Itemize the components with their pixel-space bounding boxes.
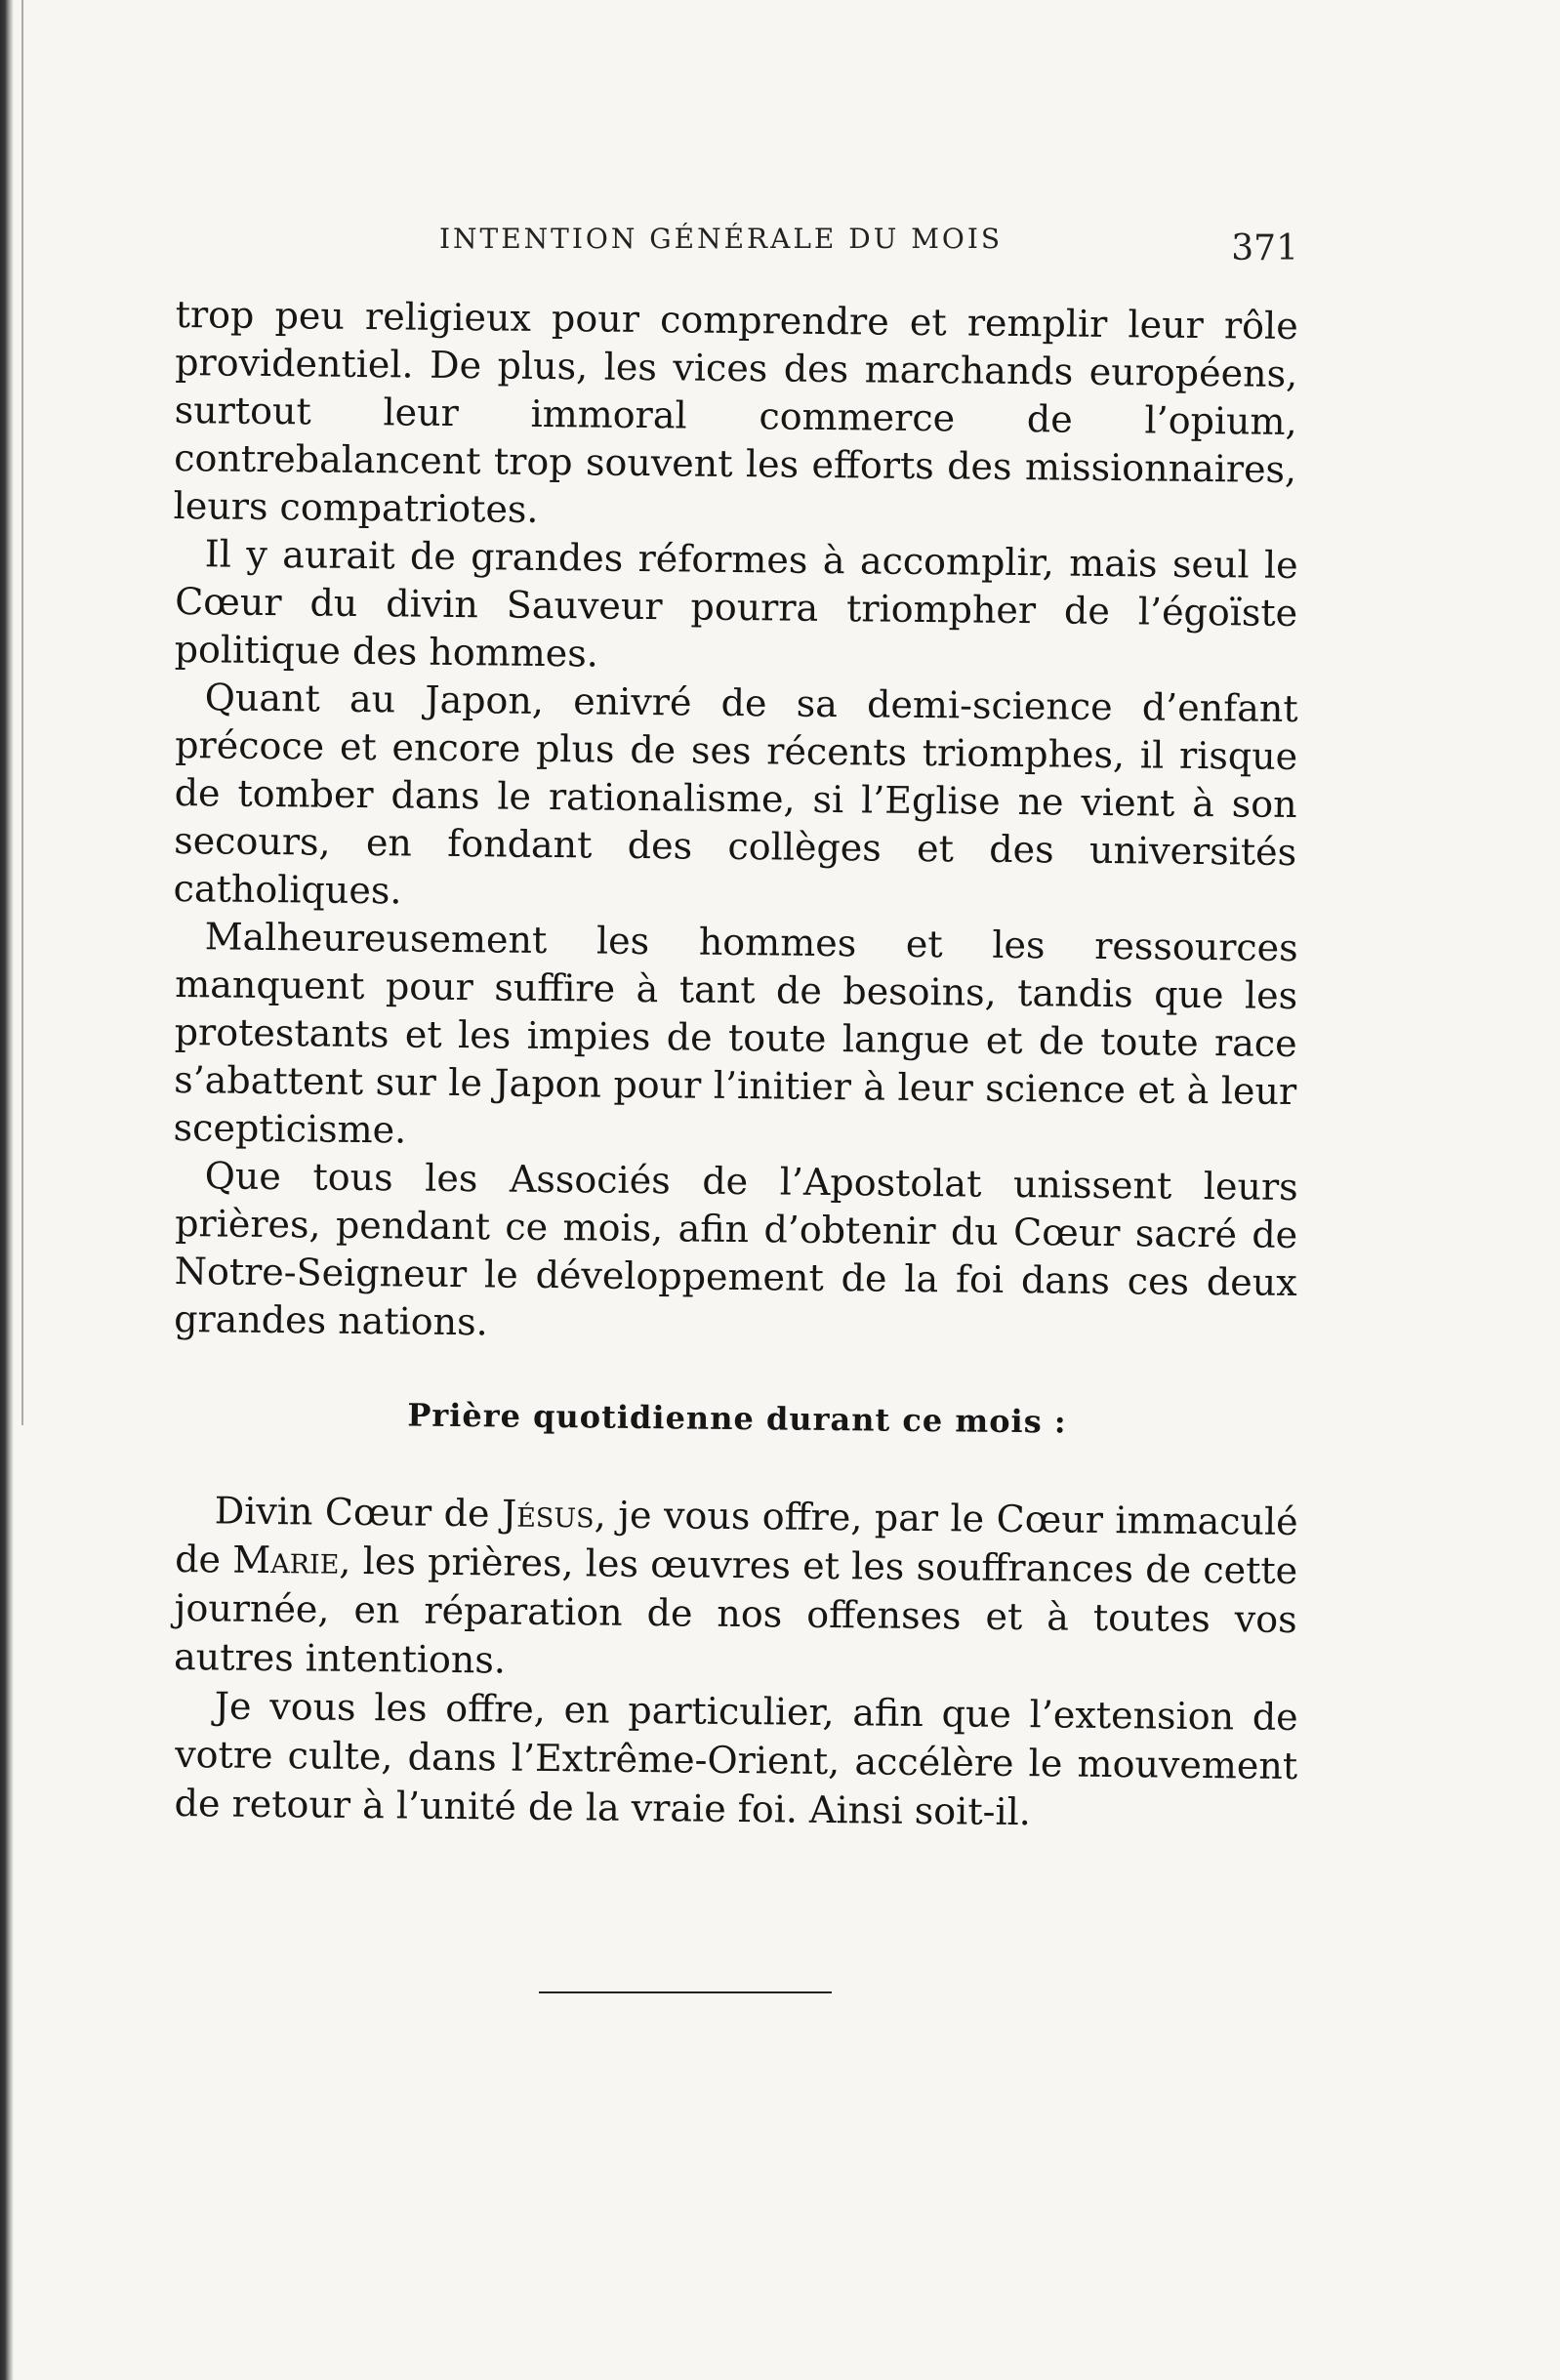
prayer-heading: Prière quotidienne durant ce mois : xyxy=(407,1396,1067,1441)
name-jesus: Jésus xyxy=(501,1492,595,1537)
running-head xyxy=(176,223,1298,281)
prayer-text: Divin Cœur de xyxy=(214,1489,503,1536)
book-page xyxy=(173,223,1298,1834)
prayer-text: , les prières, les œuvres et les souffrances de cette journée, en réparation de nos offenses et à toutes vos autres intentions. xyxy=(173,1539,1298,1682)
name-marie: Marie xyxy=(232,1538,340,1582)
prayer-paragraph: Je vous les offre, en particulier, afin que l’extension de votre culte, dans l’Extrême-Orient, accélère le mouvement de retour à l’unité de la vraie foi. Ainsi soit-il. xyxy=(174,1684,1298,1834)
body-paragraph: trop peu religieux pour comprendre et remplir leur rôle providentiel. De plus, les vices des marchands européens, surtout leur immoral commerce de l’opium, contrebalancent trop souvent les efforts des missionnaires, leurs compatriotes. xyxy=(173,292,1298,531)
body-paragraph: Que tous les Associés de l’Apostolat unissent leurs prières, pendant ce mois, afin d’obtenir du Cœur sacré de Notre-Seigneur le développement de la foi dans ces deux grandes nations. xyxy=(173,1154,1298,1344)
prayer-text: , je vous offre, par le Cœur immaculé de xyxy=(174,1493,1298,1581)
page-number: 371 xyxy=(1231,228,1298,268)
body-paragraph: Quant au Japon, enivré de sa demi-science d’enfant précoce et encore plus de ses récents triomphes, il risque de tomber dans le rationalisme, si l’Eglise ne vient à son secours, en fondant des collèges et des universités catholiques. xyxy=(173,676,1298,913)
prayer-paragraph xyxy=(174,1486,1298,1693)
running-title: INTENTION GÉNÉRALE DU MOIS xyxy=(439,223,1004,255)
end-rule xyxy=(539,1991,832,1993)
page-binding-edge xyxy=(0,0,14,2380)
body-paragraph: Il y aurait de grandes réformes à accomplir, mais seul le Cœur du divin Sauveur pourra triompher de l’égoïste politique des hommes. xyxy=(174,532,1298,676)
page-binding-shadow xyxy=(21,0,23,1425)
body-paragraph: Malheureusement les hommes et les ressources manquent pour suffire à tant de besoins, tandis que les protestants et les impies de toute langue et de toute race s’abattent sur le Japon pour l’initier à leur science et à leur scepticisme. xyxy=(173,915,1298,1152)
